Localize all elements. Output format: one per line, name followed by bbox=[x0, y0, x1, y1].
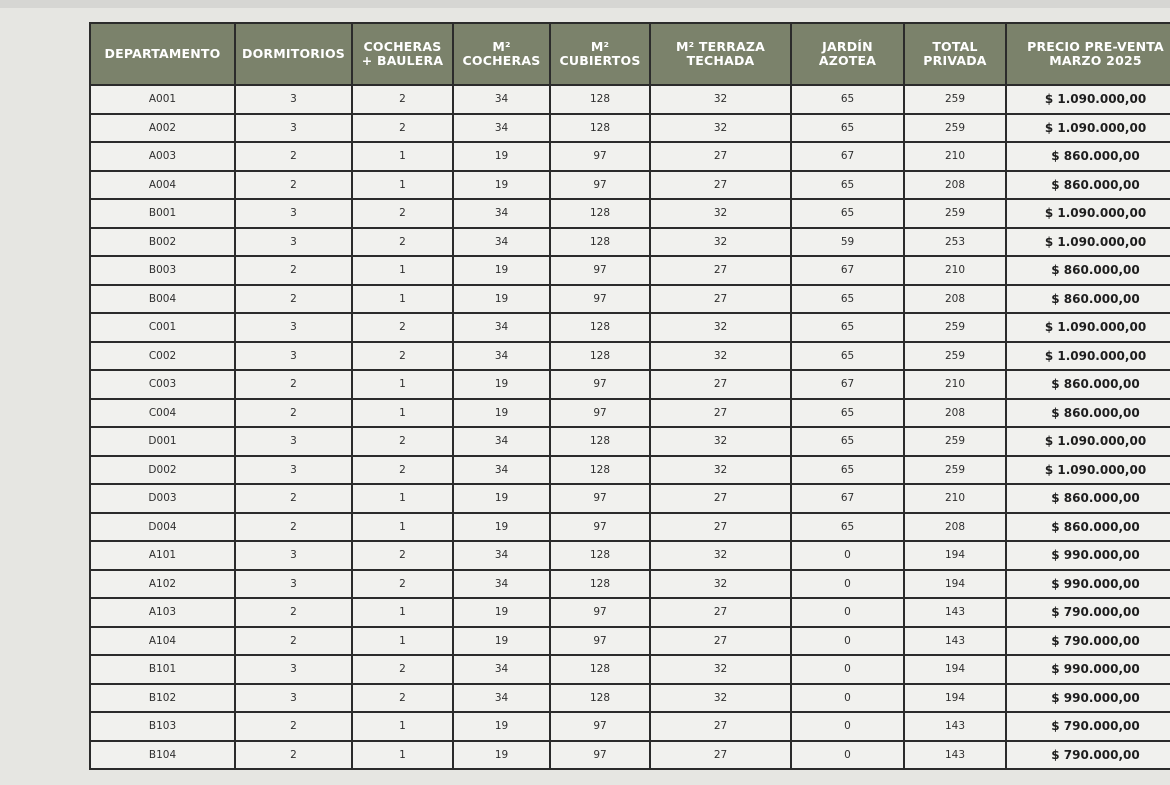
cell-precio: $ 790.000,00 bbox=[1006, 741, 1170, 770]
cell-precio: $ 790.000,00 bbox=[1006, 598, 1170, 627]
cell-precio: $ 790.000,00 bbox=[1006, 627, 1170, 656]
top-strip bbox=[0, 0, 1170, 8]
cell-total: 210 bbox=[904, 484, 1006, 513]
cell-precio: $ 860.000,00 bbox=[1006, 370, 1170, 399]
cell-m2-cubiertos: 128 bbox=[550, 427, 650, 456]
cell-unit: A104 bbox=[90, 627, 235, 656]
header-m2-cubiertos-line2: CUBIERTOS bbox=[559, 53, 641, 68]
cell-m2-cocheras: 34 bbox=[453, 199, 550, 228]
cell-precio: $ 990.000,00 bbox=[1006, 684, 1170, 713]
table-row bbox=[90, 370, 1170, 399]
cell-m2-cocheras: 34 bbox=[453, 342, 550, 371]
cell-cocheras: 2 bbox=[352, 570, 453, 599]
cell-dormitorios: 3 bbox=[235, 427, 352, 456]
cell-m2-terraza: 27 bbox=[650, 513, 791, 542]
cell-dormitorios: 2 bbox=[235, 484, 352, 513]
cell-m2-cocheras: 19 bbox=[453, 598, 550, 627]
cell-unit: A001 bbox=[90, 85, 235, 114]
header-m2-cocheras-line1: M² bbox=[492, 39, 511, 54]
cell-dormitorios: 3 bbox=[235, 85, 352, 114]
cell-m2-cubiertos: 128 bbox=[550, 541, 650, 570]
cell-jardin: 0 bbox=[791, 598, 904, 627]
cell-jardin: 0 bbox=[791, 684, 904, 713]
cell-m2-cubiertos: 97 bbox=[550, 256, 650, 285]
cell-jardin: 0 bbox=[791, 627, 904, 656]
header-precio-line1: PRECIO PRE-VENTA bbox=[1027, 39, 1164, 54]
header-m2-terraza bbox=[650, 23, 791, 85]
header-m2-cubiertos-line1: M² bbox=[590, 39, 610, 54]
cell-cocheras: 1 bbox=[352, 171, 453, 200]
cell-total: 208 bbox=[904, 285, 1006, 314]
cell-m2-terraza: 27 bbox=[650, 285, 791, 314]
pricing-table bbox=[89, 22, 1170, 770]
table-row bbox=[90, 627, 1170, 656]
header-cocheras-line1: COCHERAS bbox=[363, 39, 442, 54]
cell-cocheras: 2 bbox=[352, 313, 453, 342]
header-jardin-line2: AZOTEA bbox=[818, 53, 877, 68]
cell-total: 210 bbox=[904, 256, 1006, 285]
table-row bbox=[90, 570, 1170, 599]
cell-total: 208 bbox=[904, 171, 1006, 200]
cell-m2-cubiertos: 128 bbox=[550, 684, 650, 713]
cell-dormitorios: 2 bbox=[235, 142, 352, 171]
cell-unit: B103 bbox=[90, 712, 235, 741]
cell-jardin: 67 bbox=[791, 142, 904, 171]
header-dormitorios-label: DORMITORIOS bbox=[242, 46, 345, 61]
cell-m2-cocheras: 34 bbox=[453, 570, 550, 599]
cell-m2-terraza: 27 bbox=[650, 712, 791, 741]
table-row bbox=[90, 741, 1170, 770]
cell-total: 194 bbox=[904, 684, 1006, 713]
cell-m2-cubiertos: 128 bbox=[550, 655, 650, 684]
cell-dormitorios: 3 bbox=[235, 313, 352, 342]
cell-total: 194 bbox=[904, 541, 1006, 570]
cell-jardin: 0 bbox=[791, 541, 904, 570]
cell-m2-cocheras: 19 bbox=[453, 256, 550, 285]
cell-m2-terraza: 32 bbox=[650, 456, 791, 485]
cell-m2-cocheras: 19 bbox=[453, 285, 550, 314]
cell-total: 143 bbox=[904, 627, 1006, 656]
cell-m2-terraza: 32 bbox=[650, 313, 791, 342]
header-m2-cubiertos bbox=[550, 23, 650, 85]
cell-dormitorios: 3 bbox=[235, 199, 352, 228]
cell-total: 143 bbox=[904, 712, 1006, 741]
table-row bbox=[90, 541, 1170, 570]
cell-m2-terraza: 27 bbox=[650, 741, 791, 770]
cell-m2-cubiertos: 97 bbox=[550, 399, 650, 428]
cell-total: 259 bbox=[904, 313, 1006, 342]
cell-cocheras: 1 bbox=[352, 370, 453, 399]
cell-jardin: 65 bbox=[791, 427, 904, 456]
table-row bbox=[90, 513, 1170, 542]
header-dormitorios bbox=[235, 23, 352, 85]
cell-jardin: 65 bbox=[791, 171, 904, 200]
cell-m2-terraza: 32 bbox=[650, 684, 791, 713]
cell-total: 259 bbox=[904, 342, 1006, 371]
cell-total: 259 bbox=[904, 85, 1006, 114]
cell-m2-terraza: 32 bbox=[650, 655, 791, 684]
cell-m2-terraza: 27 bbox=[650, 256, 791, 285]
cell-cocheras: 1 bbox=[352, 627, 453, 656]
header-precio bbox=[1006, 23, 1170, 85]
cell-m2-terraza: 27 bbox=[650, 370, 791, 399]
table-row bbox=[90, 228, 1170, 257]
cell-unit: C004 bbox=[90, 399, 235, 428]
cell-cocheras: 2 bbox=[352, 228, 453, 257]
cell-unit: D004 bbox=[90, 513, 235, 542]
cell-jardin: 67 bbox=[791, 370, 904, 399]
cell-dormitorios: 2 bbox=[235, 627, 352, 656]
table-row bbox=[90, 285, 1170, 314]
cell-unit: B104 bbox=[90, 741, 235, 770]
cell-dormitorios: 3 bbox=[235, 684, 352, 713]
cell-cocheras: 2 bbox=[352, 684, 453, 713]
cell-m2-cubiertos: 128 bbox=[550, 114, 650, 143]
cell-m2-cubiertos: 128 bbox=[550, 570, 650, 599]
cell-precio: $ 860.000,00 bbox=[1006, 285, 1170, 314]
table-row bbox=[90, 114, 1170, 143]
cell-jardin: 0 bbox=[791, 655, 904, 684]
cell-m2-cubiertos: 97 bbox=[550, 370, 650, 399]
cell-m2-cubiertos: 128 bbox=[550, 456, 650, 485]
cell-cocheras: 1 bbox=[352, 712, 453, 741]
cell-precio: $ 990.000,00 bbox=[1006, 655, 1170, 684]
cell-unit: B003 bbox=[90, 256, 235, 285]
cell-precio: $ 860.000,00 bbox=[1006, 142, 1170, 171]
table-row bbox=[90, 313, 1170, 342]
cell-total: 210 bbox=[904, 142, 1006, 171]
cell-precio: $ 1.090.000,00 bbox=[1006, 228, 1170, 257]
table-row bbox=[90, 256, 1170, 285]
cell-cocheras: 2 bbox=[352, 655, 453, 684]
cell-m2-cubiertos: 97 bbox=[550, 598, 650, 627]
cell-jardin: 65 bbox=[791, 114, 904, 143]
cell-dormitorios: 2 bbox=[235, 285, 352, 314]
cell-m2-terraza: 32 bbox=[650, 570, 791, 599]
cell-dormitorios: 3 bbox=[235, 541, 352, 570]
cell-m2-cocheras: 34 bbox=[453, 655, 550, 684]
cell-m2-cubiertos: 128 bbox=[550, 199, 650, 228]
header-departamento-label: DEPARTAMENTO bbox=[104, 46, 221, 61]
cell-precio: $ 790.000,00 bbox=[1006, 712, 1170, 741]
cell-jardin: 65 bbox=[791, 513, 904, 542]
cell-m2-terraza: 32 bbox=[650, 342, 791, 371]
cell-dormitorios: 2 bbox=[235, 399, 352, 428]
cell-cocheras: 1 bbox=[352, 285, 453, 314]
cell-m2-terraza: 27 bbox=[650, 142, 791, 171]
cell-jardin: 65 bbox=[791, 342, 904, 371]
cell-m2-cocheras: 19 bbox=[453, 741, 550, 770]
cell-m2-terraza: 32 bbox=[650, 541, 791, 570]
cell-cocheras: 2 bbox=[352, 85, 453, 114]
cell-dormitorios: 2 bbox=[235, 741, 352, 770]
cell-cocheras: 2 bbox=[352, 199, 453, 228]
cell-m2-cubiertos: 128 bbox=[550, 228, 650, 257]
cell-m2-terraza: 27 bbox=[650, 399, 791, 428]
header-total-line2: PRIVADA bbox=[923, 53, 987, 68]
cell-m2-cocheras: 19 bbox=[453, 171, 550, 200]
header-departamento bbox=[90, 23, 235, 85]
table-row bbox=[90, 598, 1170, 627]
cell-unit: C002 bbox=[90, 342, 235, 371]
cell-m2-cocheras: 19 bbox=[453, 513, 550, 542]
cell-jardin: 59 bbox=[791, 228, 904, 257]
cell-cocheras: 1 bbox=[352, 399, 453, 428]
cell-total: 259 bbox=[904, 456, 1006, 485]
cell-precio: $ 990.000,00 bbox=[1006, 541, 1170, 570]
cell-unit: A103 bbox=[90, 598, 235, 627]
cell-m2-cocheras: 34 bbox=[453, 85, 550, 114]
cell-jardin: 67 bbox=[791, 256, 904, 285]
cell-unit: B001 bbox=[90, 199, 235, 228]
header-precio-line2: MARZO 2025 bbox=[1049, 53, 1142, 68]
table-row bbox=[90, 712, 1170, 741]
cell-unit: A003 bbox=[90, 142, 235, 171]
cell-precio: $ 860.000,00 bbox=[1006, 256, 1170, 285]
cell-m2-cubiertos: 128 bbox=[550, 313, 650, 342]
cell-jardin: 0 bbox=[791, 741, 904, 770]
cell-dormitorios: 2 bbox=[235, 712, 352, 741]
cell-cocheras: 1 bbox=[352, 741, 453, 770]
cell-cocheras: 1 bbox=[352, 598, 453, 627]
cell-dormitorios: 3 bbox=[235, 570, 352, 599]
cell-cocheras: 1 bbox=[352, 513, 453, 542]
cell-jardin: 65 bbox=[791, 285, 904, 314]
cell-precio: $ 990.000,00 bbox=[1006, 570, 1170, 599]
cell-cocheras: 2 bbox=[352, 427, 453, 456]
cell-dormitorios: 3 bbox=[235, 228, 352, 257]
header-row bbox=[90, 23, 1170, 85]
table-row bbox=[90, 199, 1170, 228]
cell-dormitorios: 3 bbox=[235, 114, 352, 143]
cell-unit: C001 bbox=[90, 313, 235, 342]
cell-unit: A101 bbox=[90, 541, 235, 570]
cell-jardin: 65 bbox=[791, 456, 904, 485]
cell-precio: $ 1.090.000,00 bbox=[1006, 114, 1170, 143]
cell-m2-cocheras: 34 bbox=[453, 456, 550, 485]
cell-total: 210 bbox=[904, 370, 1006, 399]
cell-unit: B004 bbox=[90, 285, 235, 314]
cell-jardin: 67 bbox=[791, 484, 904, 513]
cell-m2-cocheras: 34 bbox=[453, 228, 550, 257]
cell-jardin: 65 bbox=[791, 199, 904, 228]
cell-m2-cocheras: 34 bbox=[453, 313, 550, 342]
table-row bbox=[90, 399, 1170, 428]
cell-cocheras: 1 bbox=[352, 142, 453, 171]
table-row bbox=[90, 484, 1170, 513]
table-row bbox=[90, 684, 1170, 713]
cell-cocheras: 1 bbox=[352, 484, 453, 513]
cell-unit: C003 bbox=[90, 370, 235, 399]
cell-total: 208 bbox=[904, 399, 1006, 428]
cell-m2-cocheras: 19 bbox=[453, 484, 550, 513]
cell-m2-terraza: 27 bbox=[650, 484, 791, 513]
cell-m2-cocheras: 34 bbox=[453, 541, 550, 570]
cell-cocheras: 2 bbox=[352, 342, 453, 371]
cell-total: 259 bbox=[904, 114, 1006, 143]
cell-dormitorios: 3 bbox=[235, 655, 352, 684]
cell-unit: B002 bbox=[90, 228, 235, 257]
header-cocheras-line2: + BAULERA bbox=[361, 53, 444, 68]
cell-total: 259 bbox=[904, 427, 1006, 456]
header-m2-terraza-line1: M² TERRAZA bbox=[676, 39, 765, 54]
cell-precio: $ 860.000,00 bbox=[1006, 399, 1170, 428]
cell-jardin: 65 bbox=[791, 399, 904, 428]
cell-total: 194 bbox=[904, 570, 1006, 599]
cell-m2-cocheras: 34 bbox=[453, 684, 550, 713]
cell-unit: A102 bbox=[90, 570, 235, 599]
cell-dormitorios: 2 bbox=[235, 370, 352, 399]
header-total-privada bbox=[904, 23, 1006, 85]
cell-cocheras: 1 bbox=[352, 256, 453, 285]
cell-m2-cocheras: 19 bbox=[453, 712, 550, 741]
table-row bbox=[90, 342, 1170, 371]
cell-m2-cocheras: 19 bbox=[453, 142, 550, 171]
cell-m2-cocheras: 34 bbox=[453, 114, 550, 143]
cell-m2-terraza: 27 bbox=[650, 171, 791, 200]
cell-cocheras: 2 bbox=[352, 541, 453, 570]
cell-total: 259 bbox=[904, 199, 1006, 228]
table-row bbox=[90, 427, 1170, 456]
cell-m2-cubiertos: 128 bbox=[550, 85, 650, 114]
cell-cocheras: 2 bbox=[352, 456, 453, 485]
cell-precio: $ 1.090.000,00 bbox=[1006, 199, 1170, 228]
cell-m2-cubiertos: 97 bbox=[550, 285, 650, 314]
cell-total: 143 bbox=[904, 598, 1006, 627]
table-row bbox=[90, 142, 1170, 171]
cell-unit: D002 bbox=[90, 456, 235, 485]
cell-precio: $ 1.090.000,00 bbox=[1006, 85, 1170, 114]
cell-m2-cubiertos: 97 bbox=[550, 627, 650, 656]
cell-dormitorios: 2 bbox=[235, 171, 352, 200]
header-cocheras-baulera bbox=[352, 23, 453, 85]
header-m2-cocheras-line2: COCHERAS bbox=[462, 53, 541, 68]
cell-dormitorios: 2 bbox=[235, 256, 352, 285]
cell-total: 194 bbox=[904, 655, 1006, 684]
pricing-table-container bbox=[89, 22, 1170, 770]
cell-m2-cubiertos: 97 bbox=[550, 171, 650, 200]
header-jardin-azotea bbox=[791, 23, 904, 85]
cell-precio: $ 860.000,00 bbox=[1006, 513, 1170, 542]
cell-m2-cubiertos: 97 bbox=[550, 741, 650, 770]
cell-precio: $ 1.090.000,00 bbox=[1006, 313, 1170, 342]
cell-m2-cubiertos: 97 bbox=[550, 513, 650, 542]
cell-m2-cocheras: 19 bbox=[453, 627, 550, 656]
cell-m2-cocheras: 34 bbox=[453, 427, 550, 456]
cell-precio: $ 860.000,00 bbox=[1006, 484, 1170, 513]
cell-cocheras: 2 bbox=[352, 114, 453, 143]
cell-total: 143 bbox=[904, 741, 1006, 770]
cell-dormitorios: 2 bbox=[235, 513, 352, 542]
cell-dormitorios: 3 bbox=[235, 342, 352, 371]
header-total-line1: TOTAL bbox=[932, 39, 978, 54]
table-row bbox=[90, 171, 1170, 200]
cell-precio: $ 860.000,00 bbox=[1006, 171, 1170, 200]
cell-dormitorios: 3 bbox=[235, 456, 352, 485]
table-row bbox=[90, 456, 1170, 485]
cell-m2-cubiertos: 97 bbox=[550, 484, 650, 513]
cell-unit: D001 bbox=[90, 427, 235, 456]
cell-dormitorios: 2 bbox=[235, 598, 352, 627]
cell-precio: $ 1.090.000,00 bbox=[1006, 342, 1170, 371]
table-body bbox=[90, 85, 1170, 769]
cell-precio: $ 1.090.000,00 bbox=[1006, 427, 1170, 456]
cell-jardin: 65 bbox=[791, 313, 904, 342]
cell-jardin: 0 bbox=[791, 570, 904, 599]
cell-precio: $ 1.090.000,00 bbox=[1006, 456, 1170, 485]
cell-m2-terraza: 32 bbox=[650, 228, 791, 257]
cell-total: 208 bbox=[904, 513, 1006, 542]
header-m2-terraza-line2: TECHADA bbox=[686, 53, 755, 68]
cell-m2-terraza: 32 bbox=[650, 85, 791, 114]
cell-unit: B102 bbox=[90, 684, 235, 713]
cell-m2-terraza: 32 bbox=[650, 427, 791, 456]
cell-jardin: 65 bbox=[791, 85, 904, 114]
table-row bbox=[90, 85, 1170, 114]
cell-m2-terraza: 27 bbox=[650, 598, 791, 627]
table-header bbox=[90, 23, 1170, 85]
cell-m2-terraza: 32 bbox=[650, 199, 791, 228]
table-row bbox=[90, 655, 1170, 684]
cell-m2-terraza: 27 bbox=[650, 627, 791, 656]
cell-m2-cubiertos: 128 bbox=[550, 342, 650, 371]
cell-m2-cubiertos: 97 bbox=[550, 712, 650, 741]
cell-m2-terraza: 32 bbox=[650, 114, 791, 143]
cell-m2-cubiertos: 97 bbox=[550, 142, 650, 171]
header-m2-cocheras bbox=[453, 23, 550, 85]
cell-unit: A004 bbox=[90, 171, 235, 200]
cell-unit: A002 bbox=[90, 114, 235, 143]
cell-jardin: 0 bbox=[791, 712, 904, 741]
cell-m2-cocheras: 19 bbox=[453, 399, 550, 428]
cell-unit: B101 bbox=[90, 655, 235, 684]
cell-total: 253 bbox=[904, 228, 1006, 257]
cell-unit: D003 bbox=[90, 484, 235, 513]
header-jardin-line1: JARDÍN bbox=[822, 39, 873, 54]
cell-m2-cocheras: 19 bbox=[453, 370, 550, 399]
